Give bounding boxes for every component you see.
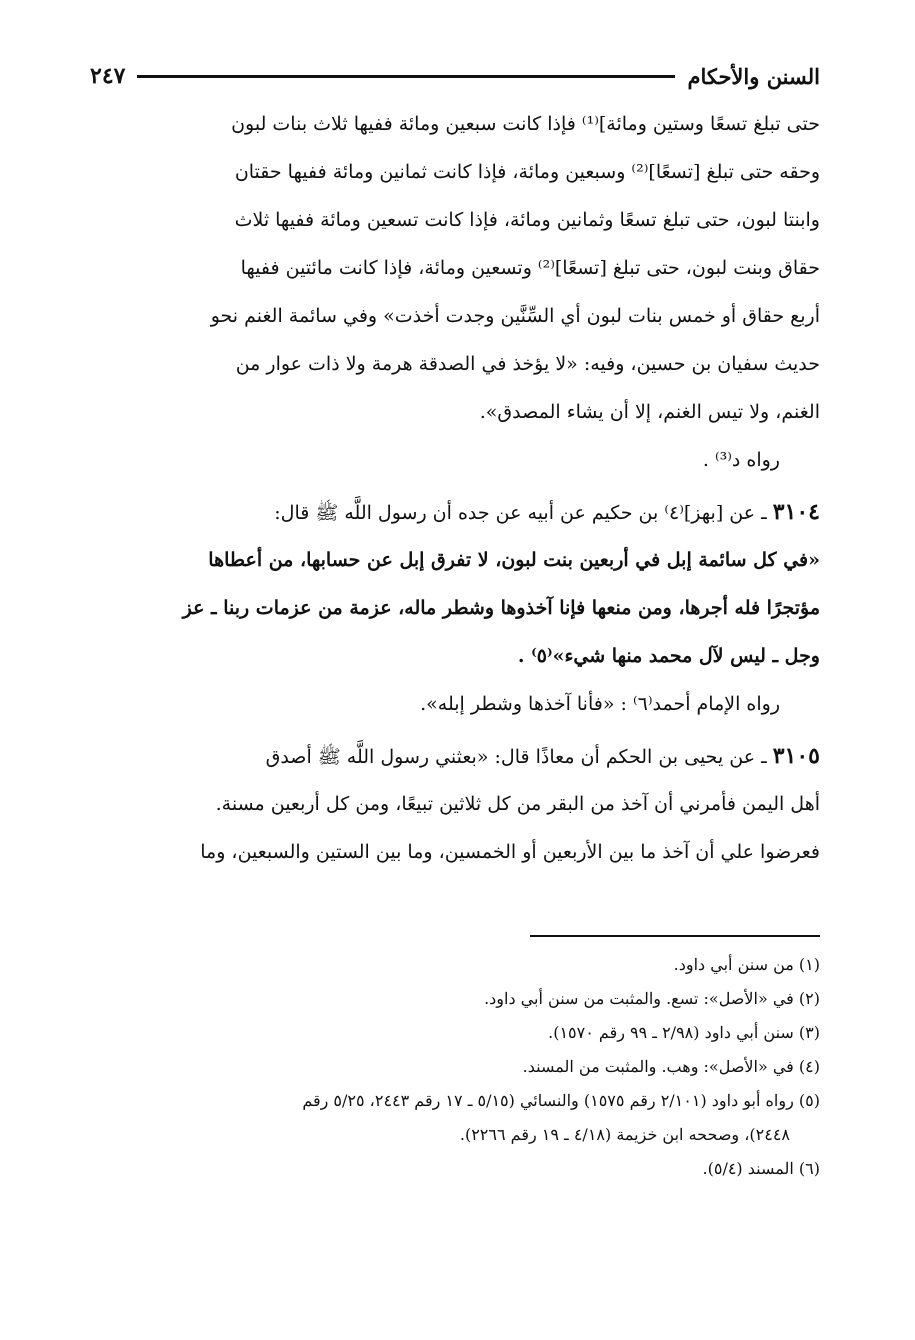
hadith-text: ـ عن يحيى بن الحكم أن معاذًا قال: «بعثني رسول اللَّه ﷺ أصدق xyxy=(265,746,773,768)
running-title: السنن والأحكام xyxy=(687,63,820,89)
page-number: ٢٤٧ xyxy=(90,63,126,89)
footnotes xyxy=(90,948,820,1186)
narration-line: رواه د⁽³⁾ . xyxy=(702,449,780,471)
footnote: (٣) سنن أبي داود (٢/٩٨ ـ ٩٩ رقم ١٥٧٠). xyxy=(548,1023,820,1042)
hadith-number: ٣١٠٤ xyxy=(772,499,820,525)
footnote: (٦) المسند (٥/٤). xyxy=(702,1159,820,1178)
footnote: (٤) في «الأصل»: وهب. والمثبت من المسند. xyxy=(522,1057,820,1076)
text-line: وابنتا لبون، حتى تبلغ تسعًا وثمانين ومائة، فإذا كانت تسعين ومائة ففيها ثلاث xyxy=(234,209,820,231)
page-header xyxy=(90,58,820,94)
footnote: (٢) في «الأصل»: تسع. والمثبت من سنن أبي داود. xyxy=(484,989,820,1008)
narration-line: رواه الإمام أحمد⁽٦⁾ : «فأنا آخذها وشطر إبله». xyxy=(420,693,780,715)
text-line: أربع حقاق أو خمس بنات لبون أي السِّنَّين وجدت أخذت» وفي سائمة الغنم نحو xyxy=(210,305,820,327)
hadith-3104-first-line xyxy=(90,488,820,536)
text-line: وحقه حتى تبلغ [تسعًا]⁽²⁾ وسبعين ومائة، فإذا كانت ثمانين ومائة ففيها حقتان xyxy=(234,161,820,183)
hadith-text-line: «في كل سائمة إبل في أربعين بنت لبون، لا تفرق إبل عن حسابها، من أعطاها xyxy=(208,549,820,571)
hadith-text: ـ عن [بهز]⁽٤⁾ بن حكيم عن أبيه عن جده أن رسول اللَّه ﷺ قال: xyxy=(274,502,773,524)
text-line: الغنم، ولا تيس الغنم، إلا أن يشاء المصدق». xyxy=(479,401,820,423)
text-line: حتى تبلغ تسعًا وستين ومائة]⁽¹⁾ فإذا كانت سبعين ومائة ففيها ثلاث بنات لبون xyxy=(231,113,820,135)
text-line: حديث سفيان بن حسين، وفيه: «لا يؤخذ في الصدقة هرمة ولا ذات عوار من xyxy=(235,353,820,375)
footnote-continuation: ٢٤٤٨)، وصححه ابن خزيمة (٤/١٨ ـ ١٩ رقم ٢٢٦٦). xyxy=(459,1125,790,1144)
hadith-text-line: فعرضوا علي أن آخذ ما بين الأربعين أو الخمسين، وما بين الستين والسبعين، وما xyxy=(200,841,820,863)
header-rule xyxy=(137,75,675,78)
footnote: (١) من سنن أبي داود. xyxy=(673,955,820,974)
hadith-text-line: وجل ـ ليس لآل محمد منها شيء»⁽٥⁾ . xyxy=(517,645,820,667)
hadith-number: ٣١٠٥ xyxy=(772,743,820,769)
footnote: (٥) رواه أبو داود (٢/١٠١ رقم ١٥٧٥) والنسائي (٥/١٥ ـ ١٧ رقم ٢٤٤٣، ٥/٢٥ رقم xyxy=(302,1091,820,1110)
hadith-3105-first-line xyxy=(90,732,820,780)
hadith-text-line: أهل اليمن فأمرني أن آخذ من البقر من كل ثلاثين تبيعًا، ومن كل أربعين مسنة. xyxy=(215,793,820,815)
text-line: حقاق وبنت لبون، حتى تبلغ [تسعًا]⁽²⁾ وتسعين ومائة، فإذا كانت مائتين ففيها xyxy=(240,257,820,279)
footnote-separator xyxy=(530,935,820,937)
hadith-text-line: مؤتجرًا فله أجرها، ومن منعها فإنا آخذوها وشطر ماله، عزمة من عزمات ربنا ـ عز xyxy=(182,597,820,619)
main-text xyxy=(90,100,820,876)
